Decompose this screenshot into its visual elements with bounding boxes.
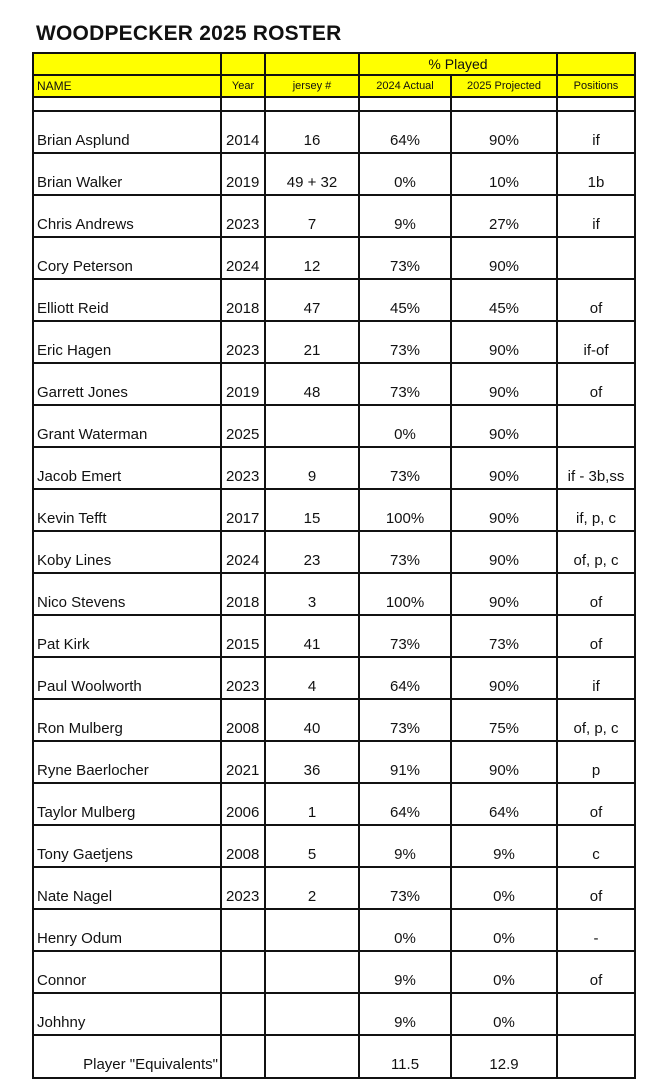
jersey-cell: 49 + 32: [265, 153, 359, 195]
year-cell: 2014: [221, 111, 265, 153]
player-name-cell: Chris Andrews: [33, 195, 221, 237]
positions-cell: of, p, c: [557, 531, 635, 573]
projected-2025-cell: 90%: [451, 111, 557, 153]
page-title: WOODPECKER 2025 ROSTER: [36, 22, 342, 45]
player-name-cell: Nico Stevens: [33, 573, 221, 615]
year-cell: 2023: [221, 447, 265, 489]
totals-row: [33, 1035, 635, 1078]
projected-2025-cell: 90%: [451, 237, 557, 279]
spacer-cell: [359, 97, 451, 111]
jersey-cell: [265, 951, 359, 993]
table-row: [33, 195, 635, 237]
positions-cell: if: [557, 657, 635, 699]
jersey-cell: [265, 405, 359, 447]
jersey-cell: 7: [265, 195, 359, 237]
totals-blank-cell: [557, 1035, 635, 1078]
jersey-cell: [265, 909, 359, 951]
projected-2025-cell: 45%: [451, 279, 557, 321]
positions-cell: if, p, c: [557, 489, 635, 531]
year-cell: 2018: [221, 573, 265, 615]
jersey-cell: 2: [265, 867, 359, 909]
year-cell: 2018: [221, 279, 265, 321]
spacer-cell: [33, 97, 221, 111]
actual-2024-cell: 0%: [359, 405, 451, 447]
actual-2024-cell: 73%: [359, 867, 451, 909]
projected-2025-cell: 0%: [451, 909, 557, 951]
table-row: [33, 615, 635, 657]
jersey-cell: 4: [265, 657, 359, 699]
table-row: [33, 741, 635, 783]
year-cell: 2023: [221, 657, 265, 699]
table-row: [33, 279, 635, 321]
actual-2024-cell: 73%: [359, 237, 451, 279]
actual-2024-cell: 73%: [359, 615, 451, 657]
player-name-cell: Pat Kirk: [33, 615, 221, 657]
player-name-cell: Garrett Jones: [33, 363, 221, 405]
actual-2024-cell: 91%: [359, 741, 451, 783]
column-header-2025-projected: 2025 Projected: [451, 75, 557, 97]
table-row: [33, 111, 635, 153]
header-blank-cell: [221, 53, 265, 75]
positions-cell: p: [557, 741, 635, 783]
player-name-cell: Ron Mulberg: [33, 699, 221, 741]
year-cell: [221, 993, 265, 1035]
actual-2024-cell: 9%: [359, 951, 451, 993]
jersey-cell: 5: [265, 825, 359, 867]
positions-cell: c: [557, 825, 635, 867]
table-row: [33, 699, 635, 741]
positions-cell: [557, 993, 635, 1035]
player-name-cell: Kevin Tefft: [33, 489, 221, 531]
positions-cell: if: [557, 111, 635, 153]
jersey-cell: 16: [265, 111, 359, 153]
player-name-cell: Koby Lines: [33, 531, 221, 573]
player-name-cell: Elliott Reid: [33, 279, 221, 321]
jersey-cell: 21: [265, 321, 359, 363]
projected-2025-cell: 90%: [451, 741, 557, 783]
header-blank-cell: [557, 53, 635, 75]
totals-blank-cell: [265, 1035, 359, 1078]
actual-2024-cell: 64%: [359, 111, 451, 153]
player-name-cell: Brian Walker: [33, 153, 221, 195]
player-name-cell: Henry Odum: [33, 909, 221, 951]
positions-cell: if: [557, 195, 635, 237]
year-cell: 2006: [221, 783, 265, 825]
projected-2025-cell: 0%: [451, 867, 557, 909]
jersey-cell: 1: [265, 783, 359, 825]
actual-2024-cell: 0%: [359, 909, 451, 951]
positions-cell: of: [557, 279, 635, 321]
actual-2024-cell: 100%: [359, 489, 451, 531]
projected-2025-cell: 0%: [451, 951, 557, 993]
roster-table: [32, 52, 636, 1079]
totals-label: Player "Equivalents": [33, 1035, 221, 1078]
spacer-row: [33, 97, 635, 111]
year-cell: 2019: [221, 153, 265, 195]
positions-cell: of: [557, 951, 635, 993]
projected-2025-cell: 90%: [451, 573, 557, 615]
player-name-cell: Eric Hagen: [33, 321, 221, 363]
projected-2025-cell: 27%: [451, 195, 557, 237]
header-blank-cell: [265, 53, 359, 75]
positions-cell: of: [557, 867, 635, 909]
projected-2025-cell: 90%: [451, 405, 557, 447]
table-row: [33, 825, 635, 867]
actual-2024-cell: 9%: [359, 825, 451, 867]
jersey-cell: 3: [265, 573, 359, 615]
actual-2024-cell: 64%: [359, 783, 451, 825]
player-name-cell: Johhny: [33, 993, 221, 1035]
positions-cell: of, p, c: [557, 699, 635, 741]
jersey-cell: 47: [265, 279, 359, 321]
totals-2024-actual: 11.5: [359, 1035, 451, 1078]
positions-cell: if-of: [557, 321, 635, 363]
jersey-cell: 9: [265, 447, 359, 489]
table-row: [33, 447, 635, 489]
projected-2025-cell: 75%: [451, 699, 557, 741]
positions-cell: if - 3b,ss: [557, 447, 635, 489]
player-name-cell: Ryne Baerlocher: [33, 741, 221, 783]
actual-2024-cell: 45%: [359, 279, 451, 321]
table-row: [33, 657, 635, 699]
column-header-name: NAME: [33, 75, 221, 97]
positions-cell: -: [557, 909, 635, 951]
player-name-cell: Tony Gaetjens: [33, 825, 221, 867]
actual-2024-cell: 0%: [359, 153, 451, 195]
spacer-cell: [221, 97, 265, 111]
year-cell: 2015: [221, 615, 265, 657]
year-cell: 2008: [221, 699, 265, 741]
projected-2025-cell: 10%: [451, 153, 557, 195]
year-cell: 2025: [221, 405, 265, 447]
player-name-cell: Nate Nagel: [33, 867, 221, 909]
player-name-cell: Connor: [33, 951, 221, 993]
projected-2025-cell: 90%: [451, 363, 557, 405]
player-name-cell: Taylor Mulberg: [33, 783, 221, 825]
projected-2025-cell: 64%: [451, 783, 557, 825]
header-group-row: [33, 53, 635, 75]
actual-2024-cell: 9%: [359, 195, 451, 237]
table-row: [33, 909, 635, 951]
jersey-cell: 48: [265, 363, 359, 405]
table-row: [33, 867, 635, 909]
player-name-cell: Cory Peterson: [33, 237, 221, 279]
projected-2025-cell: 9%: [451, 825, 557, 867]
actual-2024-cell: 73%: [359, 531, 451, 573]
actual-2024-cell: 100%: [359, 573, 451, 615]
table-row: [33, 153, 635, 195]
jersey-cell: 36: [265, 741, 359, 783]
column-header-row: [33, 75, 635, 97]
player-name-cell: Grant Waterman: [33, 405, 221, 447]
percent-played-header: % Played: [359, 53, 557, 75]
positions-cell: of: [557, 615, 635, 657]
year-cell: [221, 909, 265, 951]
positions-cell: of: [557, 363, 635, 405]
spacer-cell: [265, 97, 359, 111]
jersey-cell: [265, 993, 359, 1035]
spacer-cell: [557, 97, 635, 111]
table-row: [33, 783, 635, 825]
jersey-cell: 23: [265, 531, 359, 573]
actual-2024-cell: 73%: [359, 363, 451, 405]
table-row: [33, 237, 635, 279]
header-blank-cell: [33, 53, 221, 75]
spacer-cell: [451, 97, 557, 111]
jersey-cell: 15: [265, 489, 359, 531]
totals-blank-cell: [221, 1035, 265, 1078]
table-row: [33, 951, 635, 993]
totals-2025-projected: 12.9: [451, 1035, 557, 1078]
table-row: [33, 363, 635, 405]
year-cell: 2021: [221, 741, 265, 783]
table-row: [33, 993, 635, 1035]
projected-2025-cell: 73%: [451, 615, 557, 657]
year-cell: 2019: [221, 363, 265, 405]
year-cell: 2023: [221, 195, 265, 237]
actual-2024-cell: 64%: [359, 657, 451, 699]
player-name-cell: Paul Woolworth: [33, 657, 221, 699]
year-cell: [221, 951, 265, 993]
actual-2024-cell: 73%: [359, 321, 451, 363]
table-row: [33, 573, 635, 615]
year-cell: 2024: [221, 531, 265, 573]
year-cell: 2024: [221, 237, 265, 279]
column-header-positions: Positions: [557, 75, 635, 97]
jersey-cell: 41: [265, 615, 359, 657]
positions-cell: of: [557, 783, 635, 825]
projected-2025-cell: 0%: [451, 993, 557, 1035]
player-name-cell: Jacob Emert: [33, 447, 221, 489]
table-row: [33, 321, 635, 363]
column-header-jersey: jersey #: [265, 75, 359, 97]
jersey-cell: 12: [265, 237, 359, 279]
actual-2024-cell: 9%: [359, 993, 451, 1035]
year-cell: 2023: [221, 321, 265, 363]
positions-cell: [557, 405, 635, 447]
table-row: [33, 531, 635, 573]
table-row: [33, 489, 635, 531]
actual-2024-cell: 73%: [359, 447, 451, 489]
projected-2025-cell: 90%: [451, 489, 557, 531]
projected-2025-cell: 90%: [451, 531, 557, 573]
positions-cell: [557, 237, 635, 279]
year-cell: 2023: [221, 867, 265, 909]
player-name-cell: Brian Asplund: [33, 111, 221, 153]
column-header-year: Year: [221, 75, 265, 97]
projected-2025-cell: 90%: [451, 321, 557, 363]
positions-cell: of: [557, 573, 635, 615]
projected-2025-cell: 90%: [451, 657, 557, 699]
projected-2025-cell: 90%: [451, 447, 557, 489]
year-cell: 2017: [221, 489, 265, 531]
jersey-cell: 40: [265, 699, 359, 741]
positions-cell: 1b: [557, 153, 635, 195]
actual-2024-cell: 73%: [359, 699, 451, 741]
column-header-2024-actual: 2024 Actual: [359, 75, 451, 97]
table-row: [33, 405, 635, 447]
year-cell: 2008: [221, 825, 265, 867]
